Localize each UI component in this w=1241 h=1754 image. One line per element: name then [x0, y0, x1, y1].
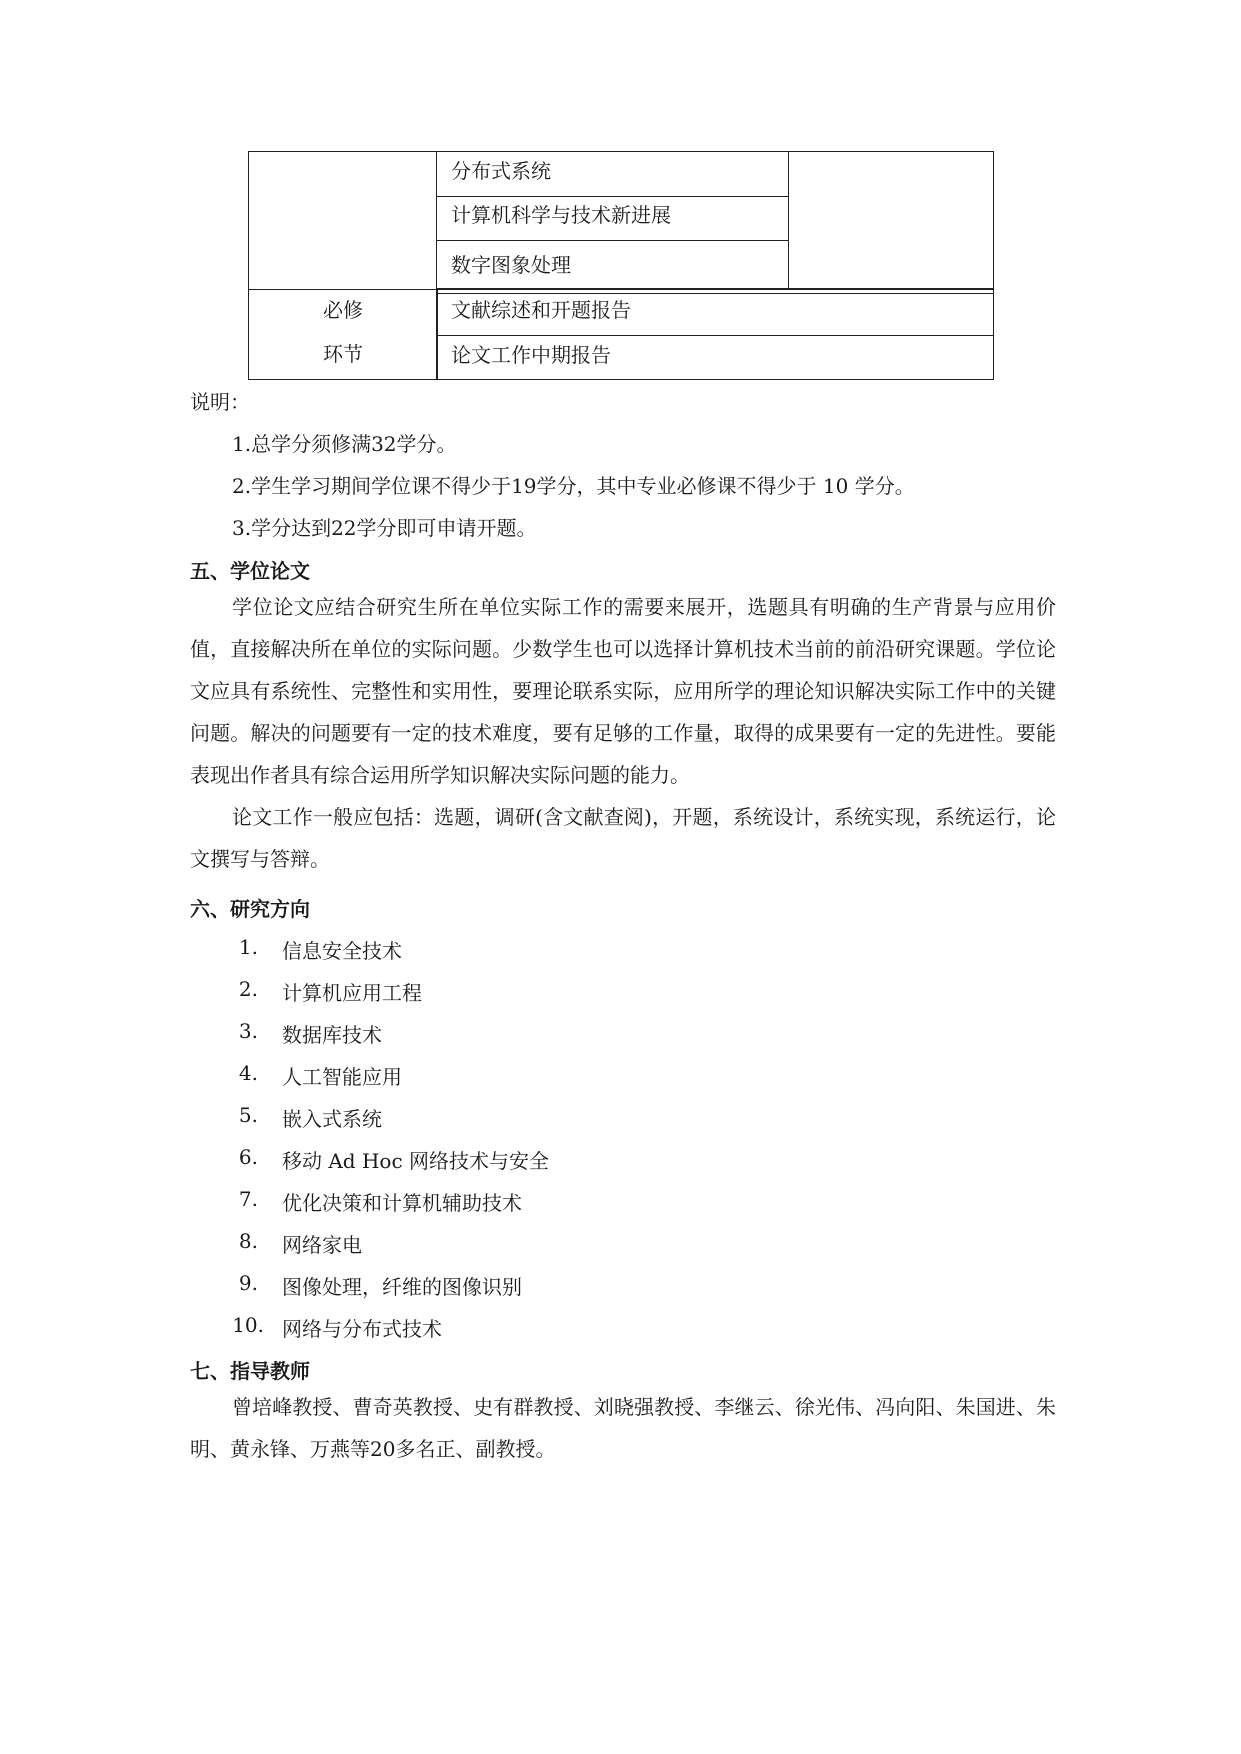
table-cell-course: 计算机科学与技术新进展 [451, 203, 671, 227]
list-item: 优化决策和计算机辅助技术 [282, 1191, 522, 1215]
list-number: 9. [238, 1271, 258, 1295]
list-number: 3. [238, 1019, 258, 1043]
table-cell-required: 文献综述和开题报告 [451, 298, 631, 322]
list-number: 5. [238, 1103, 258, 1127]
table-divider [993, 289, 994, 380]
table-cell-course: 数字图象处理 [451, 253, 571, 277]
table-cell-label: 必修 [323, 298, 363, 322]
table-cell-course: 分布式系统 [451, 159, 551, 183]
paragraph: 学位论文应结合研究生所在单位实际工作的需要来展开，选题具有明确的生产背景与应用价值，直接解决所在单位的实际问题。少数学生也可以选择计算机技术当前的前沿研究课题。学位论文应具有系统性、完整性和实用性，要理论联系实际，应用所学的理论知识解决实际工作中的关键问题。解决的问题要有一定的技术难度，要有足够的工作量，取得的成果要有一定的先进性。要能表现出作者具有综合运用所学知识解决实际问题的能力。 [190, 595, 1056, 787]
list-item: 计算机应用工程 [282, 981, 422, 1005]
note-item: 1.总学分须修满32学分。 [232, 432, 457, 456]
list-item: 网络与分布式技术 [282, 1317, 442, 1341]
table-divider [437, 335, 994, 336]
list-item: 数据库技术 [282, 1023, 382, 1047]
list-number: 2. [238, 977, 258, 1001]
section-heading: 七、指导教师 [190, 1359, 310, 1383]
table-right-column [788, 151, 994, 289]
list-item: 网络家电 [282, 1233, 362, 1257]
list-number: 10. [232, 1313, 264, 1337]
list-item: 移动 Ad Hoc 网络技术与安全 [282, 1149, 550, 1173]
list-number: 6. [238, 1145, 258, 1169]
list-item: 人工智能应用 [282, 1065, 402, 1089]
list-item: 嵌入式系统 [282, 1107, 382, 1131]
list-item: 图像处理，纤维的图像识别 [282, 1275, 522, 1299]
list-number: 1. [238, 935, 258, 959]
list-number: 8. [238, 1229, 258, 1253]
note-item: 3.学分达到22学分即可申请开题。 [232, 516, 537, 540]
list-number: 7. [238, 1187, 258, 1211]
paragraph: 曾培峰教授、曹奇英教授、史有群教授、刘晓强教授、李继云、徐光伟、冯向阳、朱国进、朱 明、黄永锋、万燕等20多名正、副教授。 [190, 1395, 1056, 1461]
table-divider [248, 379, 994, 380]
table-cell-label: 环节 [323, 342, 363, 366]
section-heading: 五、学位论文 [190, 559, 310, 583]
table-cell-required: 论文工作中期报告 [451, 343, 611, 367]
note-item: 2.学生学习期间学位课不得少于19学分，其中专业必修课不得少于 10 学分。 [232, 474, 915, 498]
section-heading: 六、研究方向 [190, 897, 310, 921]
paragraph: 论文工作一般应包括：选题，调研(含文献查阅)，开题，系统设计，系统实现，系统运行，论文撰写与答辩。 [190, 805, 1056, 871]
list-number: 4. [238, 1061, 258, 1085]
table-divider [248, 289, 994, 290]
table-divider [437, 289, 438, 380]
table-divider [437, 196, 788, 197]
table-divider [437, 240, 788, 241]
list-item: 信息安全技术 [282, 939, 402, 963]
notes-label: 说明： [190, 390, 250, 414]
